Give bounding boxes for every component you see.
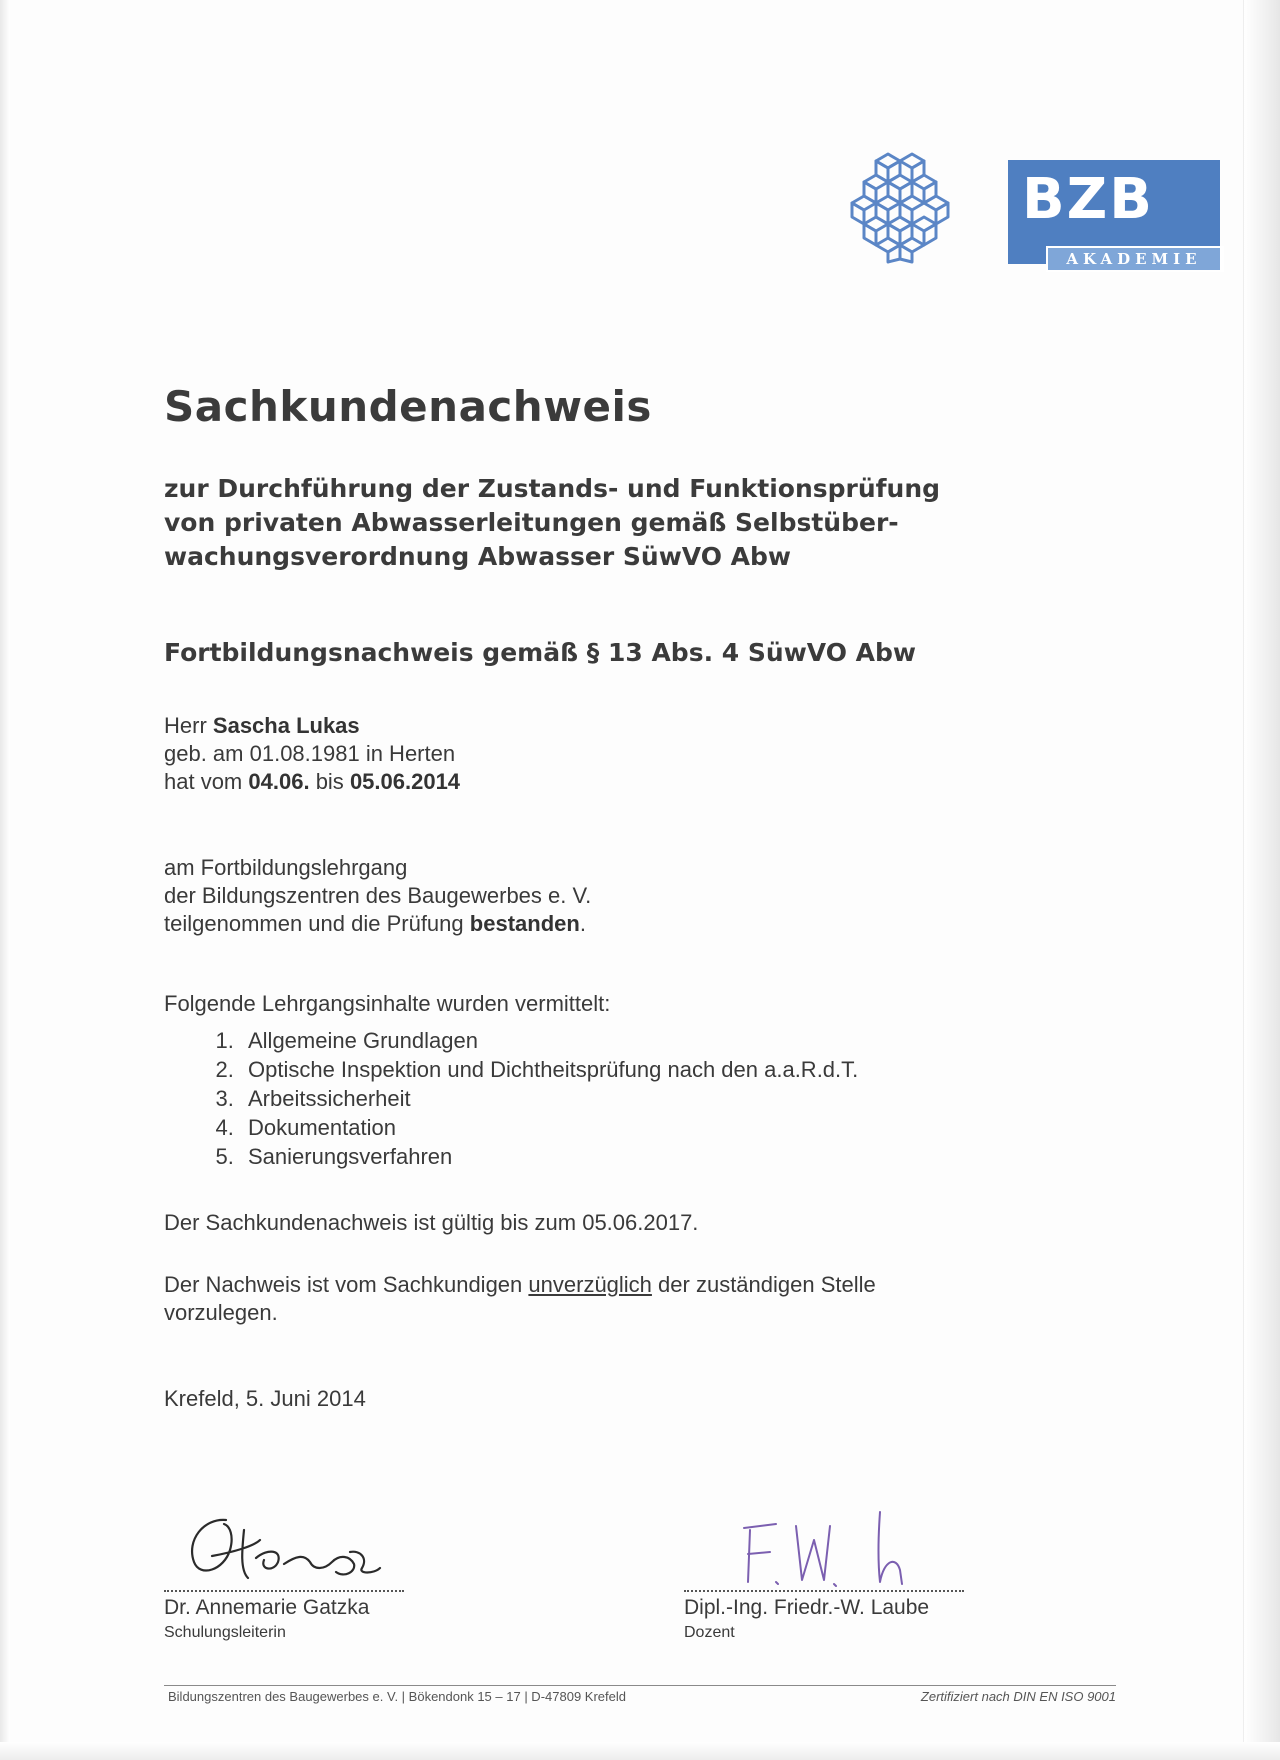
signature-laube-icon bbox=[684, 1500, 964, 1600]
person-details bbox=[164, 712, 1064, 796]
course-result-suffix: . bbox=[579, 911, 586, 936]
subtitle-line: von privaten Abwasserleitungen gemäß Selbstüber- bbox=[164, 508, 899, 537]
salutation: Herr bbox=[164, 713, 207, 738]
cubes-logo-icon bbox=[848, 148, 964, 264]
notice-statement bbox=[164, 1271, 1064, 1327]
bzb-brand-text: BZB bbox=[1022, 167, 1154, 232]
signatory-role: Dozent bbox=[684, 1624, 735, 1641]
birth-line: geb. am 01.08.1981 in Herten bbox=[164, 741, 456, 766]
contents-intro: Folgende Lehrgangsinhalte wurden vermittelt: bbox=[164, 991, 611, 1016]
subtitle-line: wachungsverordnung Abwasser SüwVO Abw bbox=[164, 542, 791, 571]
notice-line: vorzulegen. bbox=[164, 1300, 278, 1325]
notice-prefix: Der Nachweis ist vom Sachkundigen bbox=[164, 1272, 523, 1297]
bzb-logo bbox=[848, 148, 1228, 278]
list-item: 5. Sanierungsverfahren bbox=[240, 1142, 1064, 1171]
person-name-line bbox=[164, 712, 1064, 740]
course-details bbox=[164, 854, 1064, 938]
certificate-title: Sachkundenachweis bbox=[164, 382, 652, 431]
scan-edge-left bbox=[0, 0, 10, 1760]
period-mid: bis bbox=[315, 769, 344, 794]
period-to: 05.06.2014 bbox=[349, 769, 461, 794]
notice-underlined: unverzüglich bbox=[528, 1272, 652, 1297]
period-line bbox=[164, 768, 1064, 796]
person-name: Sascha Lukas bbox=[212, 713, 360, 738]
signature-line bbox=[164, 1590, 404, 1592]
signatory-role: Schulungsleiterin bbox=[164, 1624, 286, 1641]
scan-edge-bottom bbox=[0, 1742, 1280, 1760]
course-result-line bbox=[164, 910, 1064, 938]
course-line: am Fortbildungslehrgang bbox=[164, 855, 408, 880]
notice-suffix: der zuständigen Stelle bbox=[658, 1272, 876, 1297]
certificate-subtitle bbox=[164, 472, 1064, 574]
notice-line bbox=[164, 1271, 1064, 1299]
signatory-name: Dr. Annemarie Gatzka bbox=[164, 1596, 370, 1619]
place-date: Krefeld, 5. Juni 2014 bbox=[164, 1386, 366, 1411]
period-from: 04.06. bbox=[248, 769, 310, 794]
list-item: 3. Arbeitssicherheit bbox=[240, 1084, 1064, 1113]
footer-certification: Zertifiziert nach DIN EN ISO 9001 bbox=[920, 1689, 1116, 1704]
list-item: 4. Dokumentation bbox=[240, 1113, 1064, 1142]
certificate-body bbox=[164, 380, 1064, 1413]
signature-line bbox=[684, 1590, 964, 1592]
topics-list bbox=[164, 1026, 1064, 1171]
course-line: der Bildungszentren des Baugewerbes e. V. bbox=[164, 883, 592, 908]
akademie-label: AKADEMIE bbox=[1048, 248, 1220, 270]
signatory-name: Dipl.-Ing. Friedr.-W. Laube bbox=[684, 1596, 930, 1619]
footer-divider bbox=[164, 1685, 1116, 1686]
course-result: bestanden bbox=[469, 911, 580, 936]
footer-address: Bildungszentren des Baugewerbes e. V. | Bökendonk 15 – 17 | D-47809 Krefeld bbox=[168, 1689, 626, 1704]
fortbildung-heading: Fortbildungsnachweis gemäß § 13 Abs. 4 SüwVO Abw bbox=[164, 638, 916, 667]
list-item: 1. Allgemeine Grundlagen bbox=[240, 1026, 1064, 1055]
list-item: 2. Optische Inspektion und Dichtheitsprüfung nach den a.a.R.d.T. bbox=[240, 1055, 1064, 1084]
course-result-prefix: teilgenommen und die Prüfung bbox=[164, 911, 464, 936]
scan-edge-right bbox=[1243, 0, 1280, 1760]
subtitle-line: zur Durchführung der Zustands- und Funktionsprüfung bbox=[164, 474, 941, 503]
signature-gatzka-icon bbox=[164, 1500, 404, 1600]
period-prefix: hat vom bbox=[164, 769, 243, 794]
validity-statement: Der Sachkundenachweis ist gültig bis zum 05.06.2017. bbox=[164, 1210, 699, 1235]
